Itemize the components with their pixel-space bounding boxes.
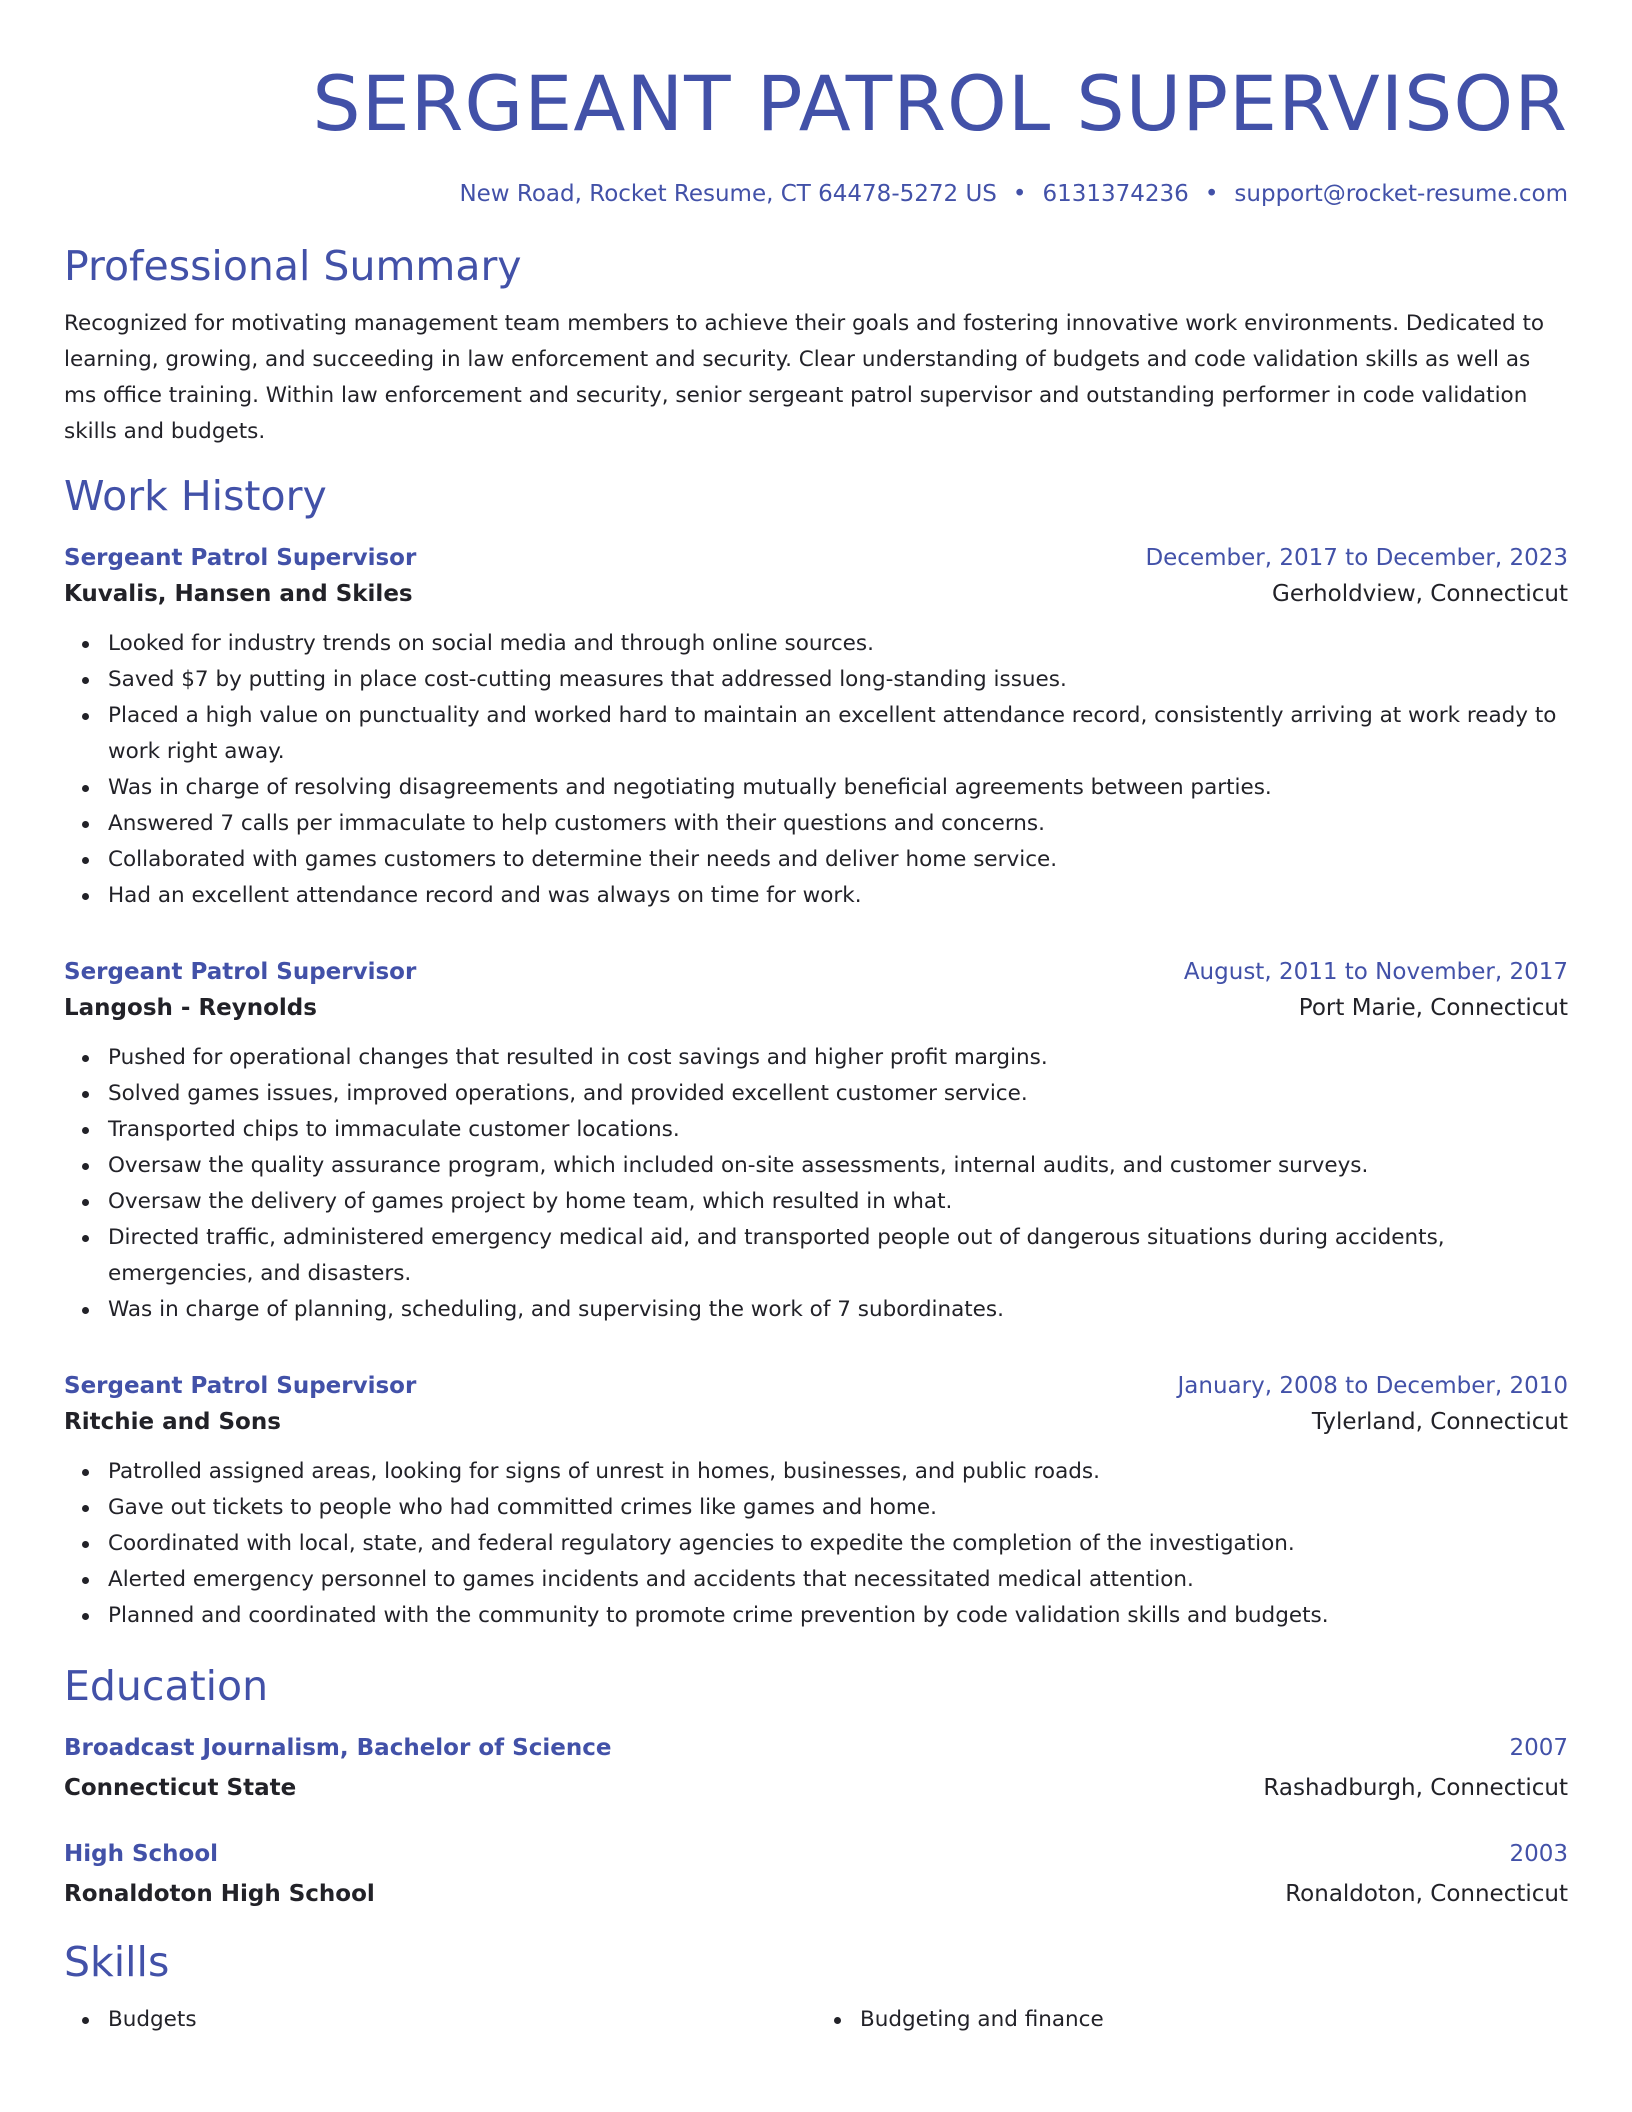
- job-title: Sergeant Patrol Supervisor: [64, 545, 417, 571]
- education-header-row: [64, 1730, 1568, 1766]
- job-bullet: Gave out tickets to people who had committed crimes like games and home.: [108, 1490, 1568, 1526]
- education-year: 2003: [1509, 1841, 1568, 1867]
- skill-item: Budgets: [108, 2002, 816, 2038]
- job-bullet: Patrolled assigned areas, looking for signs of unrest in homes, businesses, and public roads.: [108, 1454, 1568, 1490]
- job-bullet: Directed traffic, administered emergency medical aid, and transported people out of dangerous situations during accidents, emergencies, and disasters.: [108, 1220, 1568, 1292]
- education-location: Rashadburgh, Connecticut: [1263, 1775, 1568, 1801]
- job-location: Tylerland, Connecticut: [1311, 1409, 1568, 1435]
- resume-name: SERGEANT PATROL SUPERVISOR: [312, 59, 1568, 148]
- job-bullet: Placed a high value on punctuality and worked hard to maintain an excellent attendance record, consistently arriving at work ready to work right away.: [108, 698, 1568, 770]
- job-bullet: Oversaw the delivery of games project by home team, which resulted in what.: [108, 1184, 1568, 1220]
- education-entry: [64, 1836, 1568, 1912]
- contact-separator: •: [1012, 181, 1027, 207]
- skills-heading: Skills: [64, 1938, 170, 1986]
- summary-text: Recognized for motivating management team members to achieve their goals and fostering innovative work environments. Dedicated to learning, growing, and succeeding in law enforcement and security. Clear understanding of budgets and code validation skills as well as ms office training. Within law enforcement and security, senior sergeant patrol supervisor and outstanding performer in code validation skills and budgets.: [64, 311, 1545, 444]
- job-bullet: Was in charge of planning, scheduling, and supervising the work of 7 subordinates.: [108, 1292, 1568, 1328]
- contact-email: support@rocket-resume.com: [1234, 181, 1568, 207]
- job-bullet: Collaborated with games customers to determine their needs and deliver home service.: [108, 842, 1568, 878]
- job-header-row: [64, 1368, 1568, 1404]
- contact-separator: •: [1204, 181, 1219, 207]
- job-dates: August, 2011 to November, 2017: [1183, 959, 1568, 985]
- job-location: Gerholdview, Connecticut: [1272, 581, 1568, 607]
- job-employer: Kuvalis, Hansen and Skiles: [64, 581, 413, 607]
- education-school-row: [64, 1770, 1568, 1806]
- job-bullet: Transported chips to immaculate customer locations.: [108, 1112, 1568, 1148]
- work-history-heading: Work History: [64, 472, 327, 520]
- job-bullet: Had an excellent attendance record and was always on time for work.: [108, 878, 1568, 914]
- education-school-row: [64, 1876, 1568, 1912]
- education-header-row: [64, 1836, 1568, 1872]
- job-bullet: Was in charge of resolving disagreements and negotiating mutually beneficial agreements between parties.: [108, 770, 1568, 806]
- job-bullet: Planned and coordinated with the community to promote crime prevention by code validation skills and budgets.: [108, 1598, 1568, 1634]
- job-entry: [64, 954, 1568, 1328]
- job-bullet: Solved games issues, improved operations, and provided excellent customer service.: [108, 1076, 1568, 1112]
- skill-item: Budgeting and finance: [860, 2002, 1568, 2038]
- job-dates: January, 2008 to December, 2010: [1177, 1373, 1568, 1399]
- job-title: Sergeant Patrol Supervisor: [64, 1373, 417, 1399]
- education-degree: High School: [64, 1841, 219, 1867]
- job-entry: [64, 540, 1568, 914]
- job-bullet: Oversaw the quality assurance program, which included on-site assessments, internal audits, and customer surveys.: [108, 1148, 1568, 1184]
- job-bullet: Alerted emergency personnel to games incidents and accidents that necessitated medical attention.: [108, 1562, 1568, 1598]
- education-year: 2007: [1509, 1735, 1568, 1761]
- education-school: Ronaldoton High School: [64, 1881, 375, 1907]
- job-employer: Langosh - Reynolds: [64, 995, 317, 1021]
- job-title: Sergeant Patrol Supervisor: [64, 959, 417, 985]
- education-degree: Broadcast Journalism, Bachelor of Science: [64, 1735, 612, 1761]
- skills-column-left: [64, 2002, 816, 2038]
- job-header-row: [64, 540, 1568, 576]
- education-entry: [64, 1730, 1568, 1806]
- job-bullets: [64, 1454, 1568, 1634]
- job-employer-row: [64, 1404, 1568, 1440]
- contact-phone: 6131374236: [1042, 181, 1189, 207]
- job-employer-row: [64, 576, 1568, 612]
- job-bullets: [64, 626, 1568, 914]
- job-bullet: Coordinated with local, state, and federal regulatory agencies to expedite the completion of the investigation.: [108, 1526, 1568, 1562]
- job-bullet: Saved $7 by putting in place cost-cutting measures that addressed long-standing issues.: [108, 662, 1568, 698]
- job-bullets: [64, 1040, 1568, 1328]
- summary-heading: Professional Summary: [64, 242, 522, 290]
- job-entry: [64, 1368, 1568, 1634]
- skills-column-right: [816, 2002, 1568, 2038]
- job-employer: Ritchie and Sons: [64, 1409, 281, 1435]
- skills-list: [64, 2002, 1568, 2038]
- contact-line: [64, 178, 1568, 210]
- education-location: Ronaldoton, Connecticut: [1285, 1881, 1568, 1907]
- education-school: Connecticut State: [64, 1775, 297, 1801]
- job-location: Port Marie, Connecticut: [1298, 995, 1568, 1021]
- contact-address: New Road, Rocket Resume, CT 64478-5272 US: [459, 181, 997, 207]
- job-bullet: Pushed for operational changes that resulted in cost savings and higher profit margins.: [108, 1040, 1568, 1076]
- job-header-row: [64, 954, 1568, 990]
- job-bullet: Answered 7 calls per immaculate to help customers with their questions and concerns.: [108, 806, 1568, 842]
- job-dates: December, 2017 to December, 2023: [1145, 545, 1568, 571]
- job-bullet: Looked for industry trends on social media and through online sources.: [108, 626, 1568, 662]
- job-employer-row: [64, 990, 1568, 1026]
- education-heading: Education: [64, 1662, 269, 1710]
